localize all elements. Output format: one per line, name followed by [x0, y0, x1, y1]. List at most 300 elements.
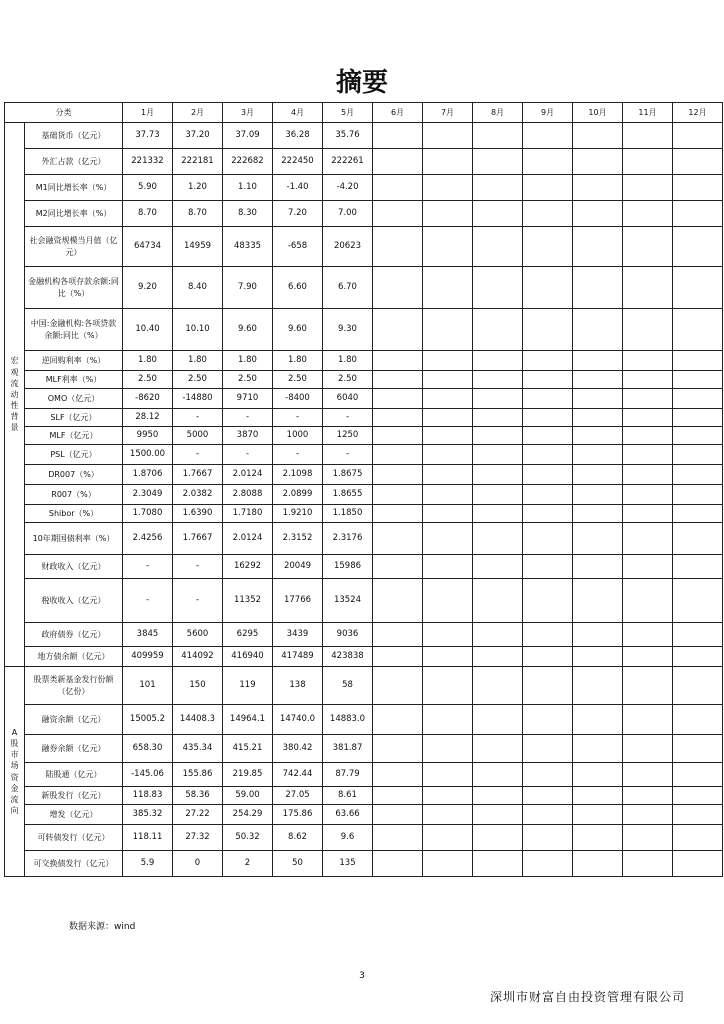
table-cell: -14880	[173, 389, 223, 409]
table-cell	[523, 763, 573, 787]
table-cell	[423, 445, 473, 465]
table-cell	[523, 851, 573, 877]
table-cell	[373, 555, 423, 579]
header-month: 12月	[673, 103, 723, 123]
row-label: 股票类新基金发行份额（亿份）	[25, 667, 123, 705]
row-label: 可转债发行（亿元）	[25, 825, 123, 851]
table-cell: 5.9	[123, 851, 173, 877]
table-cell	[573, 555, 623, 579]
table-cell: 27.22	[173, 805, 223, 825]
table-row	[5, 389, 723, 409]
table-cell	[373, 523, 423, 555]
table-cell	[373, 149, 423, 175]
table-cell: 155.86	[173, 763, 223, 787]
section-label	[5, 667, 25, 877]
header-month: 1月	[123, 103, 173, 123]
table-cell	[373, 175, 423, 201]
table-cell: 35.76	[323, 123, 373, 149]
table-cell: 8.61	[323, 787, 373, 805]
table-cell: 6295	[223, 623, 273, 647]
table-cell: 8.62	[273, 825, 323, 851]
table-cell	[373, 445, 423, 465]
table-cell	[473, 149, 523, 175]
row-label: 增发（亿元）	[25, 805, 123, 825]
row-label: 外汇占款（亿元）	[25, 149, 123, 175]
table-cell: 6.70	[323, 267, 373, 309]
row-label: Shibor（%）	[25, 505, 123, 523]
table-cell: 15986	[323, 555, 373, 579]
table-cell	[473, 123, 523, 149]
row-label: OMO（亿元）	[25, 389, 123, 409]
table-cell	[423, 623, 473, 647]
table-cell	[473, 579, 523, 623]
row-label: MLF（亿元）	[25, 427, 123, 445]
table-cell	[573, 805, 623, 825]
table-cell	[573, 409, 623, 427]
table-cell: 423838	[323, 647, 373, 667]
table-cell: 1.7180	[223, 505, 273, 523]
table-cell	[373, 667, 423, 705]
table-cell: -145.06	[123, 763, 173, 787]
table-cell	[423, 309, 473, 351]
header-month: 6月	[373, 103, 423, 123]
table-cell	[423, 427, 473, 445]
table-cell	[623, 523, 673, 555]
table-row	[5, 555, 723, 579]
table-cell: 20623	[323, 227, 373, 267]
table-cell: 380.42	[273, 735, 323, 763]
table-cell: 2.3049	[123, 485, 173, 505]
table-cell	[673, 623, 723, 647]
table-cell: 6040	[323, 389, 373, 409]
table-cell	[623, 485, 673, 505]
table-cell: 9.60	[223, 309, 273, 351]
table-cell	[423, 389, 473, 409]
table-cell	[673, 805, 723, 825]
table-cell: 385.32	[123, 805, 173, 825]
table-cell	[673, 175, 723, 201]
table-cell	[573, 735, 623, 763]
table-cell	[673, 787, 723, 805]
table-cell	[523, 427, 573, 445]
table-cell	[573, 351, 623, 371]
table-cell: 3439	[273, 623, 323, 647]
table-cell	[523, 371, 573, 389]
table-cell: 2.3176	[323, 523, 373, 555]
table-row	[5, 149, 723, 175]
table-cell	[523, 409, 573, 427]
table-cell	[623, 409, 673, 427]
table-cell: 9710	[223, 389, 273, 409]
table-cell: 2.50	[173, 371, 223, 389]
table-cell	[573, 787, 623, 805]
header-month: 7月	[423, 103, 473, 123]
row-label: R007（%）	[25, 485, 123, 505]
row-label: DR007（%）	[25, 465, 123, 485]
table-cell	[573, 149, 623, 175]
table-row	[5, 227, 723, 267]
table-cell	[523, 309, 573, 351]
table-cell: -	[273, 409, 323, 427]
table-cell	[573, 523, 623, 555]
table-cell: 20049	[273, 555, 323, 579]
table-cell: 2	[223, 851, 273, 877]
table-cell: 2.1098	[273, 465, 323, 485]
table-cell	[473, 555, 523, 579]
table-cell: 1.80	[323, 351, 373, 371]
row-label: 融券余额（亿元）	[25, 735, 123, 763]
row-label: 政府债券（亿元）	[25, 623, 123, 647]
table-cell: 2.3152	[273, 523, 323, 555]
row-label: M2同比增长率（%）	[25, 201, 123, 227]
table-cell: 101	[123, 667, 173, 705]
table-cell	[573, 445, 623, 465]
table-cell	[473, 175, 523, 201]
table-cell: 5600	[173, 623, 223, 647]
table-cell: 2.50	[223, 371, 273, 389]
table-cell	[473, 825, 523, 851]
table-cell: 742.44	[273, 763, 323, 787]
table-cell	[523, 735, 573, 763]
table-cell	[423, 485, 473, 505]
table-row	[5, 123, 723, 149]
table-cell: 175.86	[273, 805, 323, 825]
table-cell: 1.7667	[173, 465, 223, 485]
table-cell: 1.80	[173, 351, 223, 371]
table-cell	[473, 851, 523, 877]
table-cell	[673, 555, 723, 579]
table-cell	[423, 787, 473, 805]
table-cell	[373, 371, 423, 389]
table-cell	[423, 175, 473, 201]
table-cell	[473, 647, 523, 667]
table-cell: 3845	[123, 623, 173, 647]
table-cell	[373, 201, 423, 227]
table-cell	[423, 825, 473, 851]
table-row	[5, 735, 723, 763]
table-cell	[573, 227, 623, 267]
header-month: 9月	[523, 103, 573, 123]
table-cell	[573, 201, 623, 227]
table-cell: 10.10	[173, 309, 223, 351]
table-cell	[673, 579, 723, 623]
table-cell	[573, 825, 623, 851]
table-row	[5, 371, 723, 389]
table-cell	[523, 267, 573, 309]
row-label: M1同比增长率（%）	[25, 175, 123, 201]
table-cell	[473, 705, 523, 735]
table-cell	[573, 485, 623, 505]
table-cell	[573, 427, 623, 445]
table-cell: 1.6390	[173, 505, 223, 523]
table-cell: -	[323, 445, 373, 465]
table-cell: 2.8088	[223, 485, 273, 505]
table-row	[5, 309, 723, 351]
table-cell	[373, 267, 423, 309]
table-cell	[423, 579, 473, 623]
table-row	[5, 175, 723, 201]
table-cell: 64734	[123, 227, 173, 267]
table-cell: 135	[323, 851, 373, 877]
table-cell: 222261	[323, 149, 373, 175]
table-cell	[423, 805, 473, 825]
table-cell	[623, 351, 673, 371]
section-label-text: A股市场资金流向	[10, 727, 19, 816]
header-month: 11月	[623, 103, 673, 123]
table-cell: 10.40	[123, 309, 173, 351]
table-cell	[473, 227, 523, 267]
table-row	[5, 647, 723, 667]
table-row	[5, 201, 723, 227]
table-cell	[623, 735, 673, 763]
table-cell	[523, 523, 573, 555]
table-cell: 37.20	[173, 123, 223, 149]
table-cell: 1.80	[123, 351, 173, 371]
table-cell	[373, 485, 423, 505]
table-cell	[623, 201, 673, 227]
table-cell	[423, 201, 473, 227]
table-cell	[623, 579, 673, 623]
table-row	[5, 705, 723, 735]
table-cell: 8.40	[173, 267, 223, 309]
table-row	[5, 851, 723, 877]
table-row	[5, 825, 723, 851]
table-cell	[523, 465, 573, 485]
table-cell: 27.32	[173, 825, 223, 851]
row-label: SLF（亿元）	[25, 409, 123, 427]
table-cell: 222450	[273, 149, 323, 175]
row-label: 地方债余额（亿元）	[25, 647, 123, 667]
table-cell	[473, 805, 523, 825]
table-cell: 9.60	[273, 309, 323, 351]
table-cell: 8.70	[173, 201, 223, 227]
table-cell: 48335	[223, 227, 273, 267]
table-cell: 5.90	[123, 175, 173, 201]
table-cell: 27.05	[273, 787, 323, 805]
table-cell: 28.12	[123, 409, 173, 427]
table-cell: 221332	[123, 149, 173, 175]
table-cell	[673, 149, 723, 175]
table-cell	[473, 445, 523, 465]
table-cell	[373, 409, 423, 427]
table-cell: 254.29	[223, 805, 273, 825]
table-cell	[373, 389, 423, 409]
table-cell	[673, 851, 723, 877]
table-cell	[573, 647, 623, 667]
section-label	[5, 123, 25, 667]
table-cell: 415.21	[223, 735, 273, 763]
table-cell	[673, 267, 723, 309]
table-cell	[623, 555, 673, 579]
table-cell	[423, 555, 473, 579]
table-row	[5, 523, 723, 555]
table-cell	[623, 445, 673, 465]
table-cell	[623, 309, 673, 351]
table-cell	[523, 825, 573, 851]
summary-table	[4, 102, 723, 877]
table-cell: 14964.1	[223, 705, 273, 735]
table-cell	[573, 763, 623, 787]
table-cell: -	[173, 579, 223, 623]
table-cell	[473, 267, 523, 309]
table-cell	[473, 523, 523, 555]
row-label: MLF利率（%）	[25, 371, 123, 389]
table-cell	[623, 647, 673, 667]
table-cell: -	[123, 555, 173, 579]
table-cell: 36.28	[273, 123, 323, 149]
table-cell	[523, 579, 573, 623]
table-cell	[623, 175, 673, 201]
table-cell	[623, 371, 673, 389]
table-cell	[473, 735, 523, 763]
table-cell	[673, 409, 723, 427]
table-cell: 222181	[173, 149, 223, 175]
table-cell	[623, 427, 673, 445]
table-row	[5, 267, 723, 309]
table-cell	[523, 805, 573, 825]
table-cell: 9.20	[123, 267, 173, 309]
table-cell: 381.87	[323, 735, 373, 763]
page-title: 摘要	[335, 68, 388, 98]
table-cell: 14883.0	[323, 705, 373, 735]
data-source-note: 数据来源：wind	[69, 922, 136, 932]
table-cell: 3870	[223, 427, 273, 445]
header-month: 4月	[273, 103, 323, 123]
table-cell	[373, 351, 423, 371]
row-label: 社会融资规模当月值（亿元）	[25, 227, 123, 267]
table-cell	[373, 787, 423, 805]
page-number: 3	[359, 971, 365, 981]
header-category: 分类	[5, 103, 123, 123]
table-cell	[673, 201, 723, 227]
table-cell: 9.30	[323, 309, 373, 351]
row-label: 中国:金融机构:各项贷款余额:同比（%）	[25, 309, 123, 351]
table-cell: 50	[273, 851, 323, 877]
row-label: 可交换债发行（亿元）	[25, 851, 123, 877]
table-cell: 222682	[223, 149, 273, 175]
table-cell	[523, 445, 573, 465]
table-cell	[623, 267, 673, 309]
table-cell: 1.1850	[323, 505, 373, 523]
table-row	[5, 763, 723, 787]
table-cell: 118.83	[123, 787, 173, 805]
table-cell	[523, 505, 573, 523]
table-cell	[373, 623, 423, 647]
table-cell	[673, 465, 723, 485]
table-cell: 14408.3	[173, 705, 223, 735]
table-cell	[423, 851, 473, 877]
table-cell	[623, 123, 673, 149]
table-cell	[623, 505, 673, 523]
table-cell	[523, 485, 573, 505]
table-cell: 435.34	[173, 735, 223, 763]
table-cell	[623, 763, 673, 787]
table-cell: 658.30	[123, 735, 173, 763]
table-cell	[523, 555, 573, 579]
table-cell	[473, 787, 523, 805]
table-cell	[673, 523, 723, 555]
table-cell: -4.20	[323, 175, 373, 201]
company-name: 深圳市财富自由投资管理有限公司	[489, 990, 685, 1004]
table-cell	[423, 351, 473, 371]
table-cell: 1.9210	[273, 505, 323, 523]
header-month: 8月	[473, 103, 523, 123]
table-cell: 1.7667	[173, 523, 223, 555]
table-row	[5, 409, 723, 427]
table-cell: 219.85	[223, 763, 273, 787]
table-cell: 2.0899	[273, 485, 323, 505]
table-cell	[373, 805, 423, 825]
table-cell	[673, 309, 723, 351]
table-cell	[673, 371, 723, 389]
table-cell	[673, 825, 723, 851]
table-cell	[573, 465, 623, 485]
table-row	[5, 805, 723, 825]
table-cell	[623, 787, 673, 805]
table-row	[5, 667, 723, 705]
row-label: PSL（亿元）	[25, 445, 123, 465]
table-cell: 118.11	[123, 825, 173, 851]
table-cell	[623, 227, 673, 267]
table-cell: 1.10	[223, 175, 273, 201]
table-cell: 14959	[173, 227, 223, 267]
table-cell: -	[223, 409, 273, 427]
table-cell	[573, 389, 623, 409]
table-cell: 37.73	[123, 123, 173, 149]
table-cell	[523, 351, 573, 371]
table-cell	[373, 309, 423, 351]
table-cell: -	[323, 409, 373, 427]
table-cell	[573, 851, 623, 877]
table-cell	[573, 175, 623, 201]
table-cell	[673, 123, 723, 149]
table-cell	[523, 667, 573, 705]
table-row	[5, 445, 723, 465]
table-cell	[423, 505, 473, 523]
table-cell	[573, 123, 623, 149]
table-cell	[423, 763, 473, 787]
table-cell	[423, 465, 473, 485]
table-cell: -8620	[123, 389, 173, 409]
table-cell	[423, 227, 473, 267]
row-label: 税收收入（亿元）	[25, 579, 123, 623]
table-cell: 13524	[323, 579, 373, 623]
table-row	[5, 351, 723, 371]
table-cell: -	[273, 445, 323, 465]
table-cell	[673, 445, 723, 465]
table-cell	[673, 667, 723, 705]
table-cell	[573, 267, 623, 309]
row-label: 融资余额（亿元）	[25, 705, 123, 735]
table-cell: 414092	[173, 647, 223, 667]
table-cell: 9950	[123, 427, 173, 445]
table-cell: -	[223, 445, 273, 465]
table-cell: 8.30	[223, 201, 273, 227]
table-row	[5, 579, 723, 623]
table-cell: 87.79	[323, 763, 373, 787]
table-cell: 2.4256	[123, 523, 173, 555]
table-cell	[573, 371, 623, 389]
table-cell	[673, 227, 723, 267]
table-cell	[523, 647, 573, 667]
table-cell	[623, 149, 673, 175]
table-row	[5, 427, 723, 445]
row-label: 金融机构各项存款余额:同比（%）	[25, 267, 123, 309]
table-row	[5, 787, 723, 805]
table-cell	[423, 647, 473, 667]
table-cell	[573, 705, 623, 735]
table-cell: 1.80	[223, 351, 273, 371]
